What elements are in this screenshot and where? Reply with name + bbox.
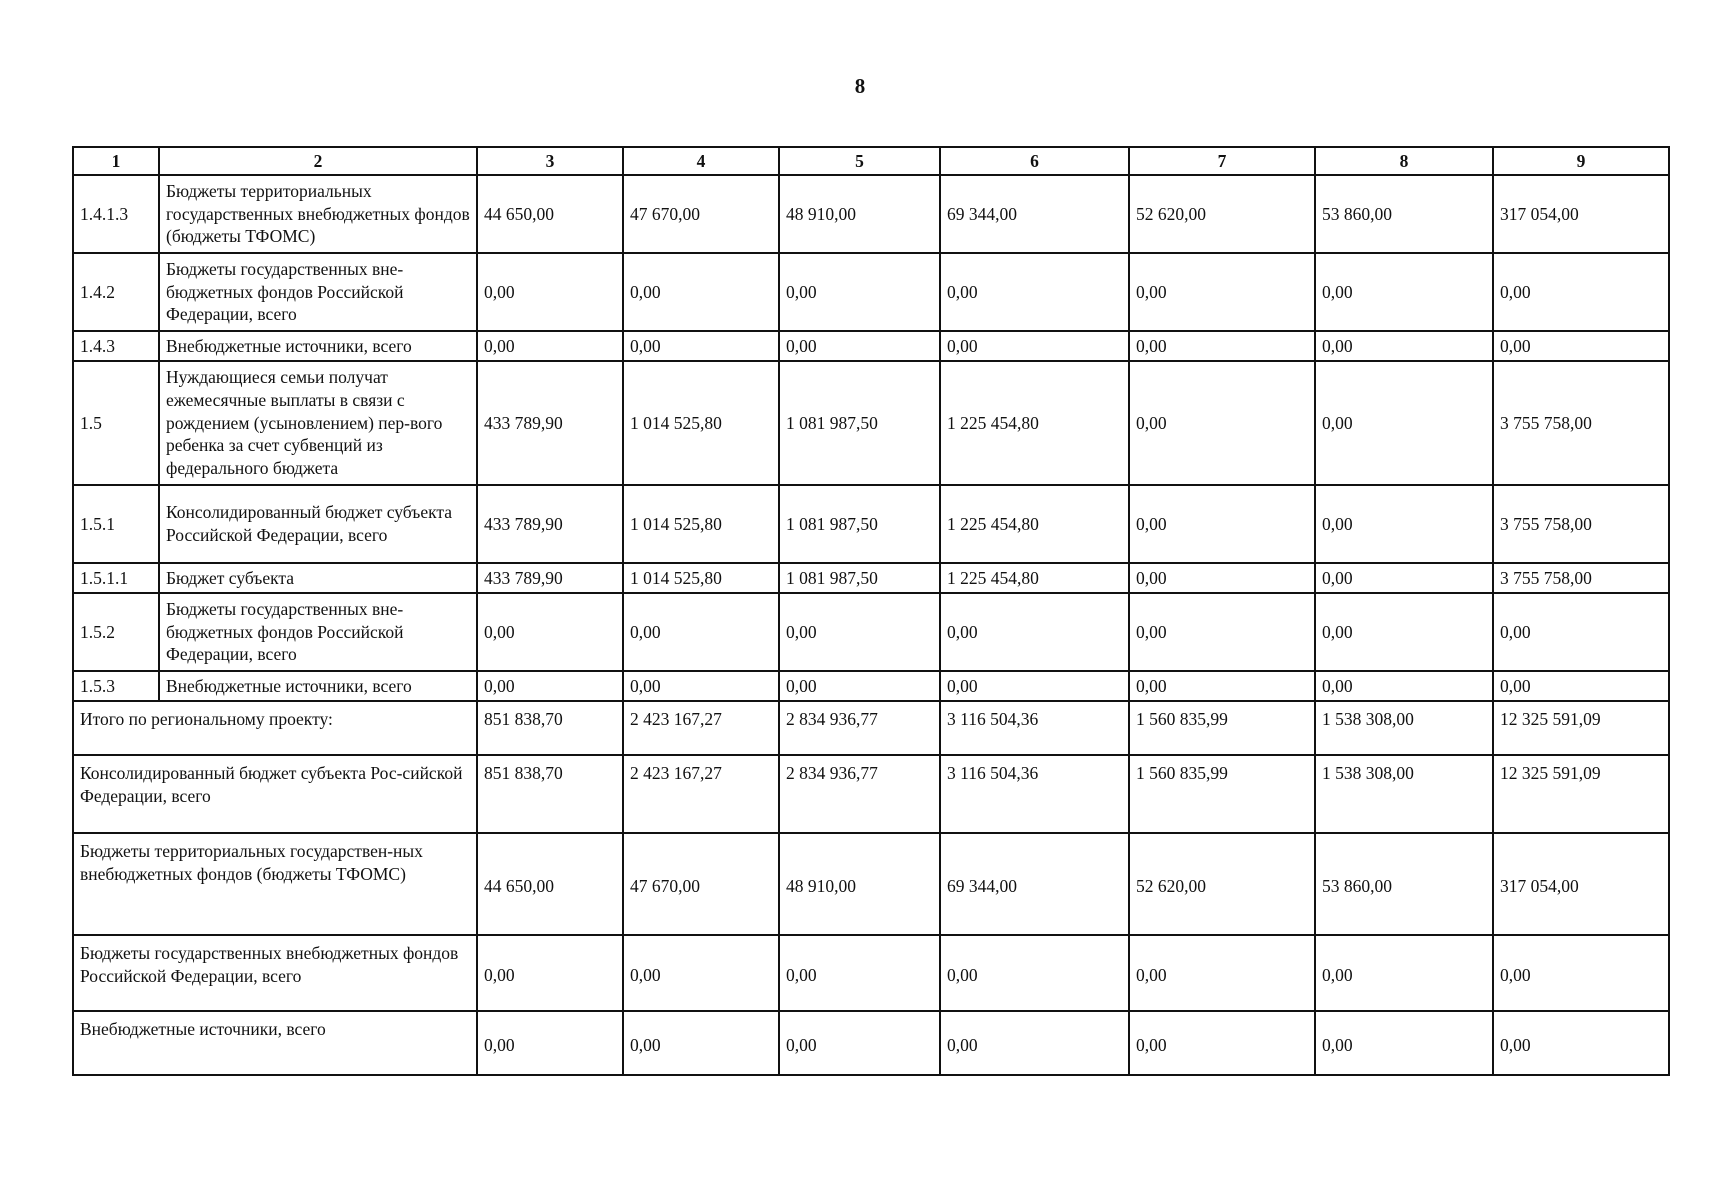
total-value: 0,00 [1129, 1011, 1315, 1075]
row-code: 1.4.2 [73, 253, 159, 331]
table-row [73, 593, 1669, 671]
row-value: 0,00 [1315, 563, 1493, 593]
table-row [73, 485, 1669, 563]
row-value: 48 910,00 [779, 175, 940, 253]
header-row [73, 147, 1669, 175]
table-row [73, 361, 1669, 485]
row-value: 0,00 [779, 671, 940, 701]
total-row [73, 755, 1669, 833]
row-value: 0,00 [940, 671, 1129, 701]
total-value: 317 054,00 [1493, 833, 1669, 935]
row-value: 0,00 [1493, 671, 1669, 701]
row-value: 0,00 [1493, 253, 1669, 331]
row-value: 0,00 [1129, 485, 1315, 563]
table-body [73, 175, 1669, 1075]
row-value: 47 670,00 [623, 175, 779, 253]
column-header: 7 [1129, 147, 1315, 175]
total-value: 52 620,00 [1129, 833, 1315, 935]
total-value: 3 116 504,36 [940, 701, 1129, 755]
row-code: 1.5.1 [73, 485, 159, 563]
table-row [73, 563, 1669, 593]
total-value: 0,00 [1315, 935, 1493, 1011]
row-code: 1.4.3 [73, 331, 159, 361]
total-value: 53 860,00 [1315, 833, 1493, 935]
total-row [73, 701, 1669, 755]
row-name: Бюджеты государственных вне-бюджетных фондов Российской Федерации, всего [159, 593, 477, 671]
total-value: 0,00 [623, 935, 779, 1011]
row-code: 1.5.1.1 [73, 563, 159, 593]
total-value: 0,00 [940, 935, 1129, 1011]
row-value: 0,00 [1315, 253, 1493, 331]
total-value: 0,00 [1493, 935, 1669, 1011]
total-value: 0,00 [477, 1011, 623, 1075]
column-header: 9 [1493, 147, 1669, 175]
row-value: 0,00 [623, 253, 779, 331]
row-value: 3 755 758,00 [1493, 485, 1669, 563]
row-name: Внебюджетные источники, всего [159, 331, 477, 361]
row-value: 0,00 [1129, 563, 1315, 593]
total-value: 851 838,70 [477, 755, 623, 833]
row-value: 0,00 [1493, 331, 1669, 361]
row-code: 1.5.3 [73, 671, 159, 701]
total-value: 47 670,00 [623, 833, 779, 935]
row-value: 0,00 [1129, 253, 1315, 331]
row-value: 1 014 525,80 [623, 361, 779, 485]
row-value: 433 789,90 [477, 485, 623, 563]
total-row [73, 935, 1669, 1011]
column-header: 8 [1315, 147, 1493, 175]
budget-table [72, 146, 1670, 1076]
total-label: Внебюджетные источники, всего [73, 1011, 477, 1075]
total-value: 0,00 [1493, 1011, 1669, 1075]
row-value: 0,00 [1129, 361, 1315, 485]
row-value: 0,00 [1315, 485, 1493, 563]
row-value: 0,00 [623, 331, 779, 361]
total-value: 0,00 [940, 1011, 1129, 1075]
total-value: 1 538 308,00 [1315, 701, 1493, 755]
total-value: 0,00 [1315, 1011, 1493, 1075]
total-value: 69 344,00 [940, 833, 1129, 935]
total-value: 1 560 835,99 [1129, 701, 1315, 755]
row-value: 0,00 [1315, 331, 1493, 361]
row-code: 1.5 [73, 361, 159, 485]
row-code: 1.5.2 [73, 593, 159, 671]
row-value: 1 225 454,80 [940, 485, 1129, 563]
row-value: 0,00 [779, 253, 940, 331]
row-value: 1 225 454,80 [940, 563, 1129, 593]
row-value: 0,00 [1129, 671, 1315, 701]
column-header: 5 [779, 147, 940, 175]
total-value: 0,00 [477, 935, 623, 1011]
column-header: 2 [159, 147, 477, 175]
table-row [73, 331, 1669, 361]
table-row [73, 671, 1669, 701]
total-value: 0,00 [623, 1011, 779, 1075]
row-value: 44 650,00 [477, 175, 623, 253]
total-value: 2 423 167,27 [623, 701, 779, 755]
row-value: 1 081 987,50 [779, 563, 940, 593]
row-code: 1.4.1.3 [73, 175, 159, 253]
row-value: 0,00 [623, 593, 779, 671]
total-label: Итого по региональному проекту: [73, 701, 477, 755]
row-value: 1 225 454,80 [940, 361, 1129, 485]
total-value: 0,00 [1129, 935, 1315, 1011]
table-row [73, 175, 1669, 253]
total-value: 3 116 504,36 [940, 755, 1129, 833]
column-header: 6 [940, 147, 1129, 175]
total-row [73, 833, 1669, 935]
row-value: 0,00 [1315, 361, 1493, 485]
row-value: 0,00 [477, 671, 623, 701]
row-value: 0,00 [940, 593, 1129, 671]
total-value: 2 834 936,77 [779, 701, 940, 755]
row-name: Внебюджетные источники, всего [159, 671, 477, 701]
row-value: 69 344,00 [940, 175, 1129, 253]
total-label: Бюджеты территориальных государствен-ных внебюджетных фондов (бюджеты ТФОМС) [73, 833, 477, 935]
column-header: 1 [73, 147, 159, 175]
row-value: 0,00 [623, 671, 779, 701]
row-value: 0,00 [940, 331, 1129, 361]
row-value: 0,00 [1315, 593, 1493, 671]
total-value: 1 560 835,99 [1129, 755, 1315, 833]
total-value: 48 910,00 [779, 833, 940, 935]
row-value: 0,00 [1129, 593, 1315, 671]
total-value: 2 423 167,27 [623, 755, 779, 833]
row-value: 0,00 [477, 331, 623, 361]
total-value: 0,00 [779, 935, 940, 1011]
row-value: 317 054,00 [1493, 175, 1669, 253]
total-value: 44 650,00 [477, 833, 623, 935]
total-value: 1 538 308,00 [1315, 755, 1493, 833]
row-value: 0,00 [1493, 593, 1669, 671]
row-name: Бюджеты государственных вне-бюджетных фондов Российской Федерации, всего [159, 253, 477, 331]
column-header: 4 [623, 147, 779, 175]
row-value: 3 755 758,00 [1493, 361, 1669, 485]
total-label: Консолидированный бюджет субъекта Рос-сийской Федерации, всего [73, 755, 477, 833]
page-number: 8 [854, 74, 866, 98]
row-value: 0,00 [477, 253, 623, 331]
total-value: 851 838,70 [477, 701, 623, 755]
total-row [73, 1011, 1669, 1075]
row-value: 433 789,90 [477, 361, 623, 485]
total-value: 12 325 591,09 [1493, 701, 1669, 755]
total-value: 0,00 [779, 1011, 940, 1075]
row-value: 0,00 [779, 331, 940, 361]
row-name: Бюджеты территориальных государственных внебюджетных фондов (бюджеты ТФОМС) [159, 175, 477, 253]
row-value: 0,00 [1129, 331, 1315, 361]
row-value: 0,00 [779, 593, 940, 671]
row-value: 0,00 [940, 253, 1129, 331]
row-name: Консолидированный бюджет субъекта Российской Федерации, всего [159, 485, 477, 563]
row-value: 1 014 525,80 [623, 563, 779, 593]
row-value: 53 860,00 [1315, 175, 1493, 253]
total-value: 12 325 591,09 [1493, 755, 1669, 833]
table-row [73, 253, 1669, 331]
row-value: 0,00 [1315, 671, 1493, 701]
row-name: Бюджет субъекта [159, 563, 477, 593]
row-value: 52 620,00 [1129, 175, 1315, 253]
row-value: 1 014 525,80 [623, 485, 779, 563]
row-value: 1 081 987,50 [779, 485, 940, 563]
column-header: 3 [477, 147, 623, 175]
row-value: 0,00 [477, 593, 623, 671]
row-value: 3 755 758,00 [1493, 563, 1669, 593]
total-label: Бюджеты государственных внебюджетных фондов Российской Федерации, всего [73, 935, 477, 1011]
row-value: 433 789,90 [477, 563, 623, 593]
total-value: 2 834 936,77 [779, 755, 940, 833]
row-value: 1 081 987,50 [779, 361, 940, 485]
row-name: Нуждающиеся семьи получат ежемесячные выплаты в связи с рождением (усыновлением) пер-вого ребенка за счет субвенций из федерального бюджета [159, 361, 477, 485]
